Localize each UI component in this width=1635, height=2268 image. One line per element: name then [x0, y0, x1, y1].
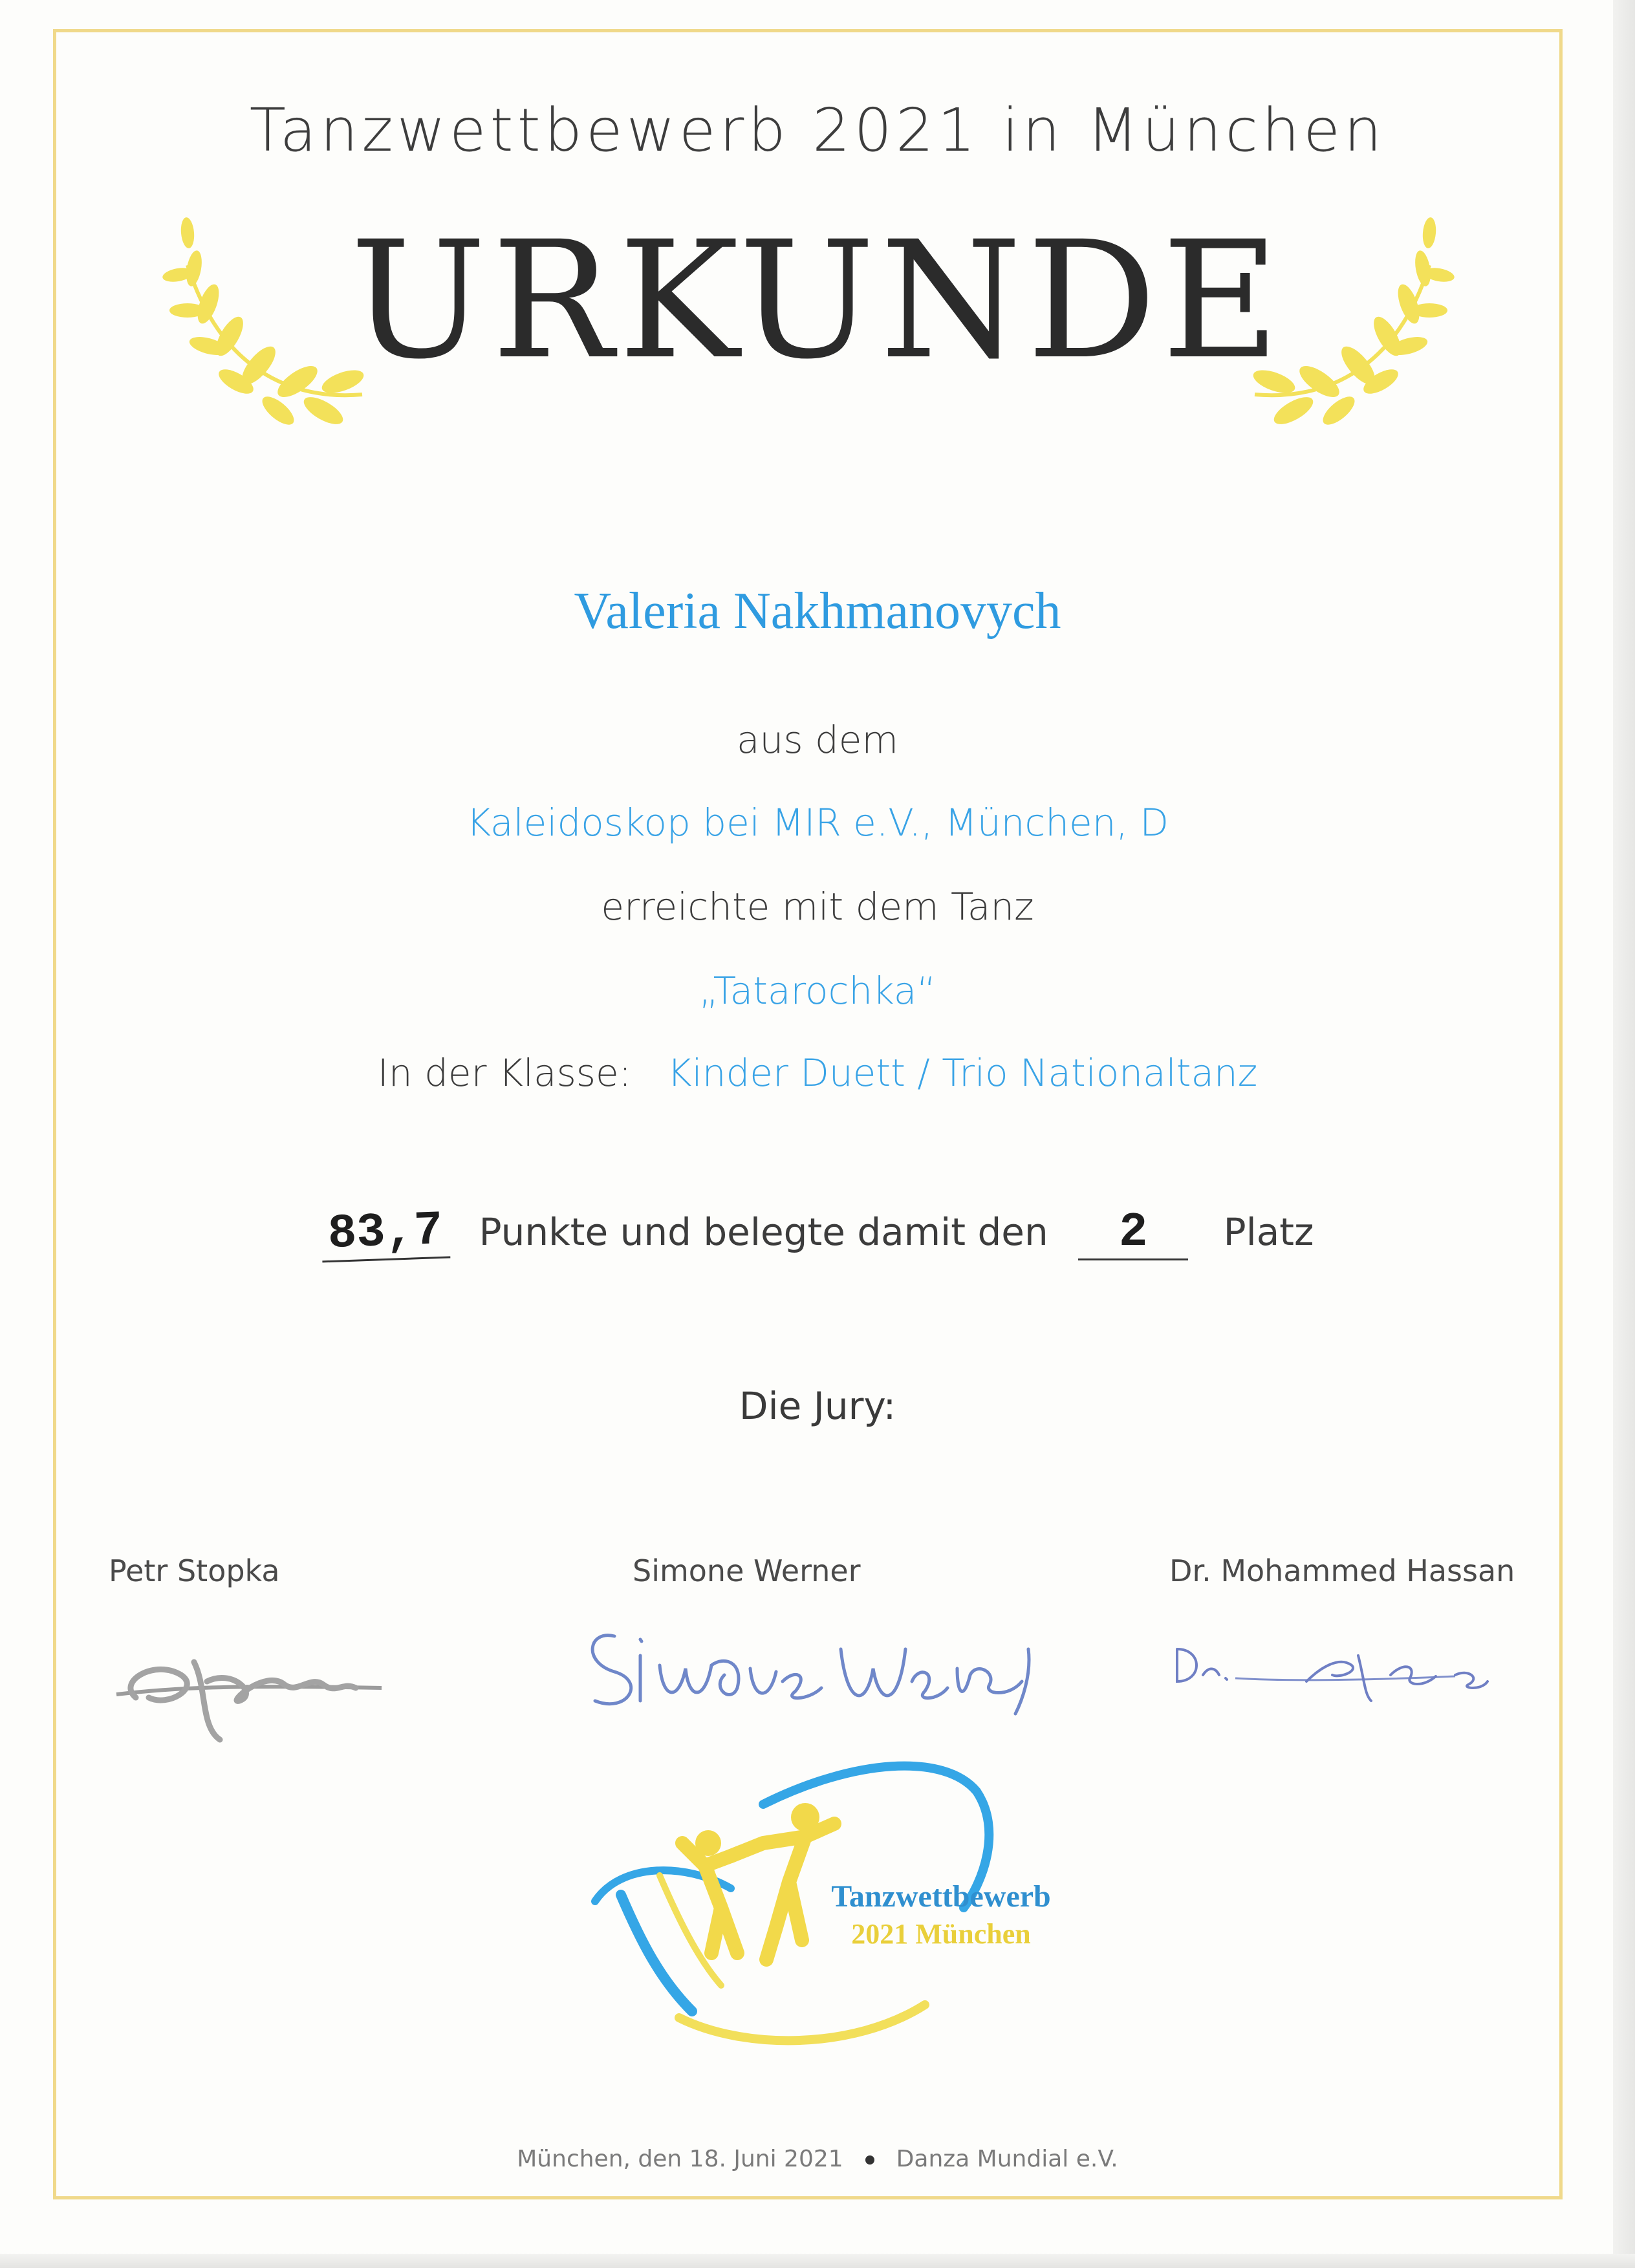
signature-1-icon — [97, 1623, 401, 1753]
scan-edge-bottom — [0, 2254, 1635, 2268]
footer — [0, 2146, 1635, 2172]
dance-label: erreichte mit dem Tanz — [601, 885, 1034, 929]
signature-3-icon — [1158, 1630, 1507, 1714]
bullet-icon — [865, 2155, 874, 2165]
footer-organizer: Danza Mundial e.V. — [896, 2146, 1118, 2172]
from-label: aus dem — [737, 718, 898, 762]
footer-date: München, den 18. Juni 2021 — [517, 2146, 843, 2172]
jury-label: Die Jury: — [739, 1384, 896, 1428]
result-row — [0, 1203, 1635, 1262]
signature-2-icon — [576, 1610, 1054, 1720]
certificate-heading: URKUNDE — [350, 206, 1285, 394]
class-value: Kinder Duett / Trio Nationaltanz — [667, 1051, 1258, 1095]
competition-logo-icon — [582, 1746, 1099, 2057]
participant-name: Valeria Nakhmanovych — [574, 583, 1061, 640]
class-row — [0, 1051, 1635, 1095]
club-name: Kaleidoskop bei MIR e.V., München, D — [466, 801, 1169, 845]
judge-name-1: Petr Stopka — [109, 1553, 280, 1588]
logo-line-1: Tanzwettbewerb — [831, 1879, 1051, 1914]
place-value: 2 — [1078, 1208, 1188, 1260]
logo-line-2: 2021 München — [851, 1918, 1031, 1950]
judge-name-3: Dr. Mohammed Hassan — [1169, 1553, 1515, 1588]
class-label: In der Klasse: — [377, 1051, 632, 1095]
place-label: Platz — [1223, 1210, 1314, 1254]
dance-name: „Tatarochka“ — [698, 969, 937, 1013]
judge-name-2: Simone Werner — [633, 1553, 861, 1588]
points-label: Punkte und belegte damit den — [479, 1210, 1048, 1254]
points-value: 83,7 — [320, 1206, 449, 1263]
event-title: Tanzwettbewerb 2021 in München — [249, 96, 1386, 165]
